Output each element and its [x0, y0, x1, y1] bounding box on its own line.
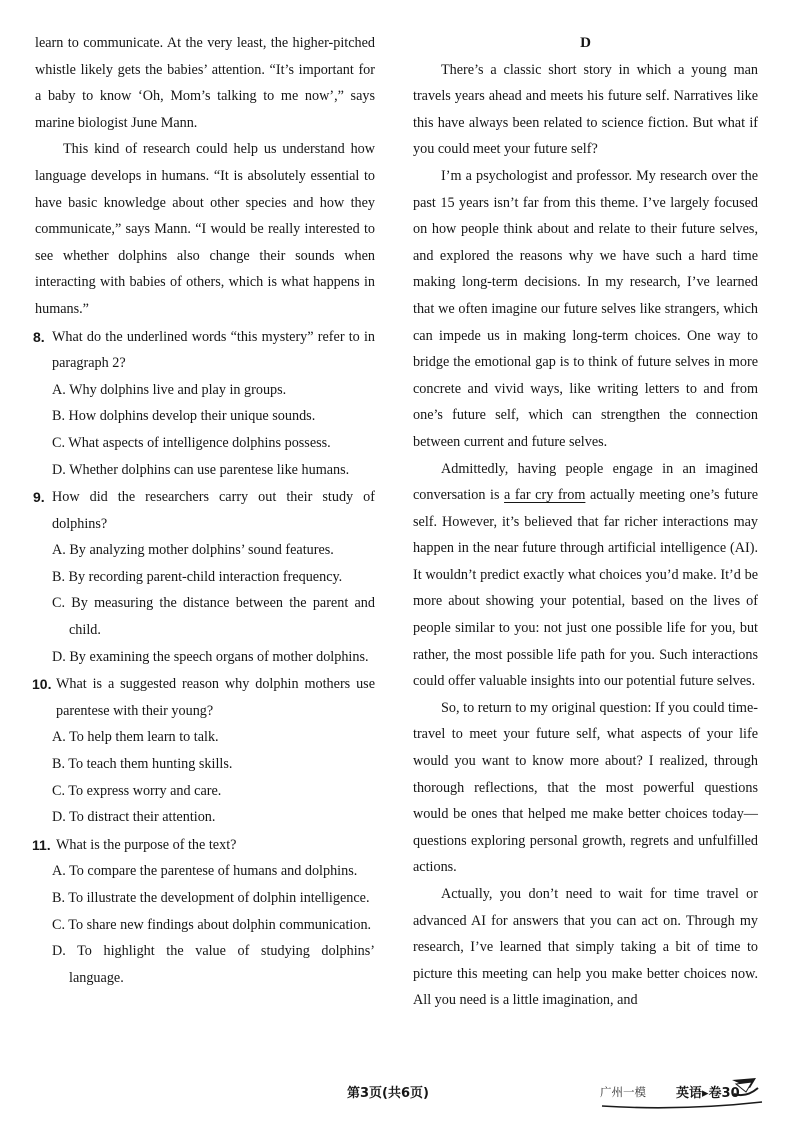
passage-d-paragraph-4: So, to return to my original question: If you could time-travel to meet your future self, what aspects of your life would you want to know more about? I realized, through thorough reflections, that the most powerful questions would be ones that helped me make better choices today—questions exploring personal growth, regrets and unfulfilled actions. — [413, 699, 758, 876]
exam-series-tag: 广州一模 — [600, 1085, 646, 1099]
option-11d[interactable]: D. To highlight the value of studying dolphins’ language. — [52, 943, 375, 986]
option-8c[interactable]: C. What aspects of intelligence dolphins possess. — [52, 434, 331, 451]
underlined-phrase: this mystery — [236, 328, 308, 345]
question-10 — [32, 671, 375, 724]
option-9d[interactable]: D. By examining the speech organs of mother dolphins. — [52, 648, 369, 665]
left-column — [32, 30, 376, 991]
arrow-icon — [730, 1074, 760, 1100]
underlined-phrase: a far cry from — [504, 487, 586, 504]
passage-d-paragraph-3: Admittedly, having people engage in an imagined conversation is a far cry from actually meeting one’s future self. However, it’s believed that far richer interactions may happen in the near future through artificial intelligence (AI). It wouldn’t predict exactly what choices you’d make. It’d be more about showing your potential, based on the lives of people similar to you: not just one possible life for you, but rather, the most possible life path for you. Such interactions could offer valuable insights into our potential future selves. — [413, 460, 758, 690]
passage-c-last-paragraph: This kind of research could help us understand how language develops in humans. “It is absolutely essential to have basic knowledge about other species and how they communicate,” says Mann. “I would be really interested to see whether dolphins also change their sounds when interacting with babies of others, which is what happens in humans.” — [35, 141, 375, 317]
section-title: D — [580, 35, 591, 51]
option-8b[interactable]: B. How dolphins develop their unique sounds. — [52, 408, 316, 425]
option-11c[interactable]: C. To share new findings about dolphin communication. — [52, 916, 372, 933]
option-11a[interactable]: A. To compare the parentese of humans and dolphins. — [52, 863, 358, 880]
option-9b[interactable]: B. By recording parent-child interaction frequency. — [52, 568, 343, 585]
option-10c[interactable]: C. To express worry and care. — [52, 782, 222, 799]
option-8a[interactable]: A. Why dolphins live and play in groups. — [52, 381, 287, 398]
question-9 — [35, 484, 375, 537]
subject-label: 英语▸卷30 — [676, 1086, 740, 1101]
option-8d[interactable]: D. Whether dolphins can use parentese like humans. — [52, 461, 350, 478]
question-11 — [32, 832, 375, 859]
option-9c[interactable]: C. By measuring the distance between the parent and child. — [52, 595, 375, 639]
question-number: 11. — [32, 836, 51, 853]
right-column — [413, 30, 758, 1014]
question-stem: What is the purpose of the text? — [56, 836, 237, 853]
passage-d-paragraph-5: Actually, you don’t need to wait for time travel or advanced AI for answers that you can act on. Through my research, I’ve learned that simply taking a bit of time to picture this meeting can help you make better choices now. All you need is a little imagination, and — [413, 886, 758, 1009]
option-10d[interactable]: D. To distract their attention. — [52, 809, 216, 826]
footer-swoosh-icon — [600, 1100, 765, 1110]
passage-d-paragraph-1: There’s a classic short story in which a young man travels years ahead and meets his future self. Narratives like this have always been related to science fiction. But what if you could meet your future self? — [413, 61, 758, 158]
option-10a[interactable]: A. To help them learn to talk. — [52, 729, 219, 746]
option-11b[interactable]: B. To illustrate the development of dolphin intelligence. — [52, 890, 370, 906]
question-8 — [35, 324, 375, 377]
passage-d-paragraph-2: I’m a psychologist and professor. My research over the past 15 years isn’t far from this theme. I’ve largely focused on how people think about and relate to their future selves, and explored the reasons why we have such a hard time making long-term decisions. In my research, I’ve learned that we often imagine our future selves like strangers, which can impede us in making long-term choices. One way to bridge the emotional gap is to think of future selves in more concrete and vivid ways, like writing letters to and from one’s future self, which can strengthen the connection between current and future selves. — [413, 167, 758, 450]
option-9a[interactable]: A. By analyzing mother dolphins’ sound features. — [52, 542, 334, 559]
question-stem: What do the underlined words “this mystery” refer to in paragraph 2? — [52, 328, 376, 372]
page-footer — [0, 1082, 800, 1122]
page-number: 第3页(共6页) — [347, 1086, 429, 1101]
question-stem: How did the researchers carry out their study of dolphins? — [52, 489, 375, 532]
option-10b[interactable]: B. To teach them hunting skills. — [52, 756, 233, 773]
question-number: 9. — [33, 489, 45, 506]
passage-c-paragraph-end: learn to communicate. At the very least, the higher-pitched whistle likely gets the babies’ attention. “It’s important for a baby to know ‘Oh, Mom’s talking to me now’,” says marine biologist June Mann. — [35, 35, 375, 131]
question-number: 10. — [32, 676, 52, 693]
question-stem: What is a suggested reason why dolphin mothers use parentese with their young? — [56, 676, 375, 719]
question-number: 8. — [33, 328, 45, 345]
